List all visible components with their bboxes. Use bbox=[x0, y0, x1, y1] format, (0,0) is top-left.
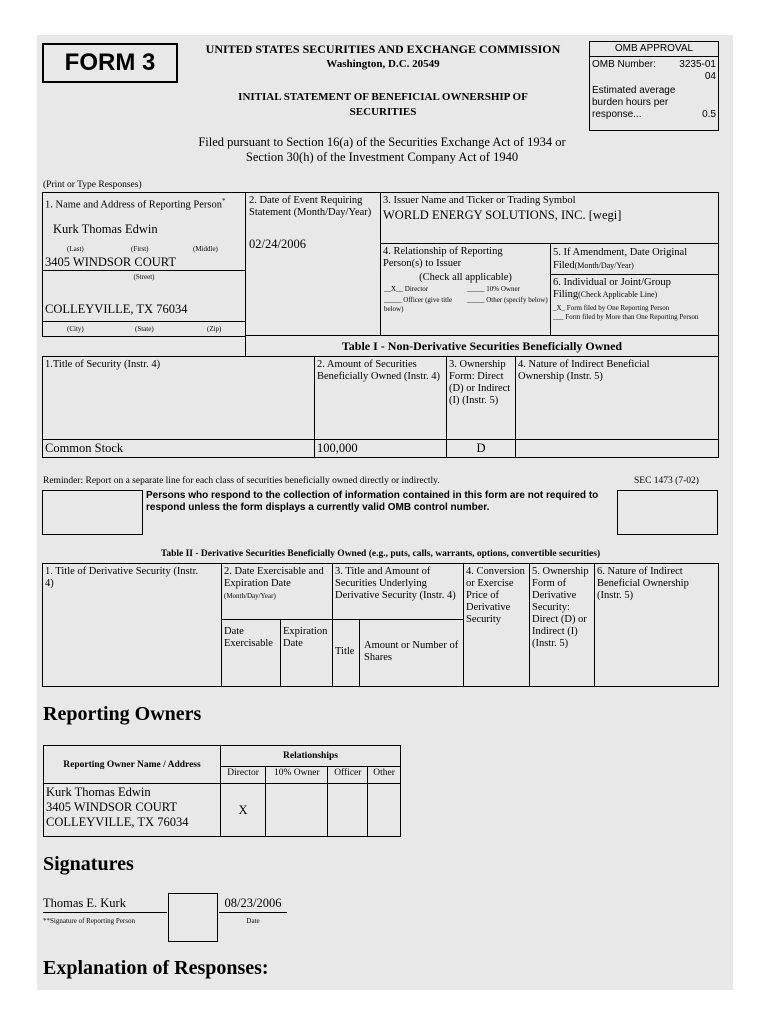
street-value: 3405 WINDSOR COURT bbox=[45, 255, 176, 269]
filed-pursuant-line2: Section 30(h) of the Investment Company Act of 1940 bbox=[245, 150, 519, 164]
omb-burden-value: 0.5 bbox=[702, 109, 716, 120]
event-date-value: 02/24/2006 bbox=[249, 237, 306, 251]
table2-title: Table II - Derivative Securities Beneficially Owned (e.g., puts, calls, warrants, options, convertible securities) bbox=[160, 549, 601, 559]
table2-col1-label: 1. Title of Derivative Security (Instr. 4) bbox=[45, 566, 199, 589]
reporting-owners-heading: Reporting Owners bbox=[43, 703, 202, 725]
print-note: (Print or Type Responses) bbox=[43, 180, 142, 190]
table1-col4-label: 4. Nature of Indirect Beneficial Ownership (Instr. 5) bbox=[518, 359, 650, 382]
table1-col2-label: 2. Amount of Securities Beneficially Owned (Instr. 4) bbox=[317, 359, 441, 382]
table2-col3-header bbox=[332, 563, 464, 620]
one-person-option: _X_ Form filed by One Reporting Person bbox=[553, 304, 670, 312]
sec-form-number: SEC 1473 (7-02) bbox=[634, 476, 699, 486]
director-option: __X__ Director bbox=[384, 285, 429, 293]
table2-col3-label: 3. Title and Amount of Securities Underlying Derivative Security (Instr. 4) bbox=[335, 566, 456, 601]
ten-percent-owner-header: 10% Owner bbox=[266, 767, 328, 784]
check-all-applicable: (Check all applicable) bbox=[419, 272, 512, 283]
table2-col3a-label: Title bbox=[335, 646, 355, 657]
signature-gap-box bbox=[168, 893, 218, 942]
signature-date: 08/23/2006 bbox=[219, 896, 287, 913]
table2-col2a-label: Date Exercisable bbox=[224, 626, 273, 649]
table1-col1-header bbox=[42, 356, 315, 440]
owner-city: COLLEYVILLE, TX 76034 bbox=[46, 815, 189, 829]
table2-col1-header bbox=[42, 563, 222, 687]
omb-number-label: OMB Number: bbox=[592, 59, 656, 70]
reminder-right-box bbox=[617, 490, 718, 535]
agency-location: Washington, D.C. 20549 bbox=[326, 58, 440, 70]
signature-label: **Signature of Reporting Person bbox=[43, 917, 135, 925]
reporting-person-name: Kurk Thomas Edwin bbox=[53, 222, 158, 236]
owner-name: Kurk Thomas Edwin bbox=[46, 785, 151, 799]
owner-name-header: Reporting Owner Name / Address bbox=[44, 746, 221, 784]
relationships-header: Relationships bbox=[221, 746, 401, 767]
omb-title: OMB APPROVAL bbox=[590, 42, 718, 57]
table2-col2-label: 2. Date Exercisable and Expiration Date bbox=[224, 566, 324, 589]
statement-line2: SECURITIES bbox=[349, 106, 417, 118]
ten-percent-owner-option: _____ 10% Owner bbox=[467, 285, 520, 293]
table1-col4-header bbox=[515, 356, 719, 440]
table1-title: Table I - Non-Derivative Securities Beneficially Owned bbox=[245, 335, 719, 357]
box5-sub: (Month/Day/Year) bbox=[574, 261, 634, 270]
table2-col6-label: 6. Nature of Indirect Beneficial Ownership (Instr. 5) bbox=[597, 566, 689, 601]
officer-option: _____ Officer (give title below) bbox=[384, 296, 453, 313]
table2-col4-label: 4. Conversion or Exercise Price of Derivative Security bbox=[466, 566, 525, 625]
other-header: Other bbox=[368, 767, 401, 784]
state-label: (State) bbox=[135, 325, 154, 333]
box3-label: 3. Issuer Name and Ticker or Trading Symbol bbox=[383, 195, 576, 206]
reminder-text: Reminder: Report on a separate line for each class of securities beneficially owned directly or indirectly. bbox=[43, 476, 440, 486]
event-date-box bbox=[245, 192, 381, 336]
table2-col2-sub: (Month/Day/Year) bbox=[224, 592, 276, 600]
table1-row-amount: 100,000 bbox=[314, 439, 447, 458]
more-persons-option: ___ Form filed by More than One Reporting Person bbox=[553, 313, 699, 321]
table1-col1-label: 1.Title of Security (Instr. 4) bbox=[45, 359, 161, 370]
signature-block bbox=[43, 893, 289, 943]
relationship-box bbox=[380, 243, 551, 336]
table2-col6-header bbox=[594, 563, 719, 687]
reporting-person-box bbox=[42, 192, 246, 337]
table2-col3a-header bbox=[332, 619, 360, 687]
table2-col2-header bbox=[221, 563, 333, 620]
street-label: (Street) bbox=[133, 273, 155, 281]
box5-label: 5. If Amendment, Date Original Filed bbox=[553, 247, 688, 271]
owner-director-mark: X bbox=[221, 784, 266, 837]
table-row bbox=[44, 784, 401, 837]
box6-sub: (Check Applicable Line) bbox=[578, 290, 658, 299]
table2-col3b-header bbox=[359, 619, 464, 687]
table2-col2b-header bbox=[280, 619, 333, 687]
city-value: COLLEYVILLE, TX 76034 bbox=[45, 302, 188, 316]
box4-label: 4. Relationship of Reporting Person(s) to Issuer bbox=[383, 246, 503, 269]
zip-label: (Zip) bbox=[207, 325, 222, 333]
box1-label: 1. Name and Address of Reporting Person bbox=[45, 199, 223, 211]
omb-approval-box bbox=[589, 41, 719, 131]
city-label: (City) bbox=[67, 325, 84, 333]
signature-name: Thomas E. Kurk bbox=[43, 896, 167, 913]
other-option: _____ Other (specify below) bbox=[467, 296, 548, 304]
middle-label: (Middle) bbox=[193, 245, 218, 253]
filing-type-box bbox=[550, 274, 719, 336]
table1-col3-label: 3. Ownership Form: Direct (D) or Indirect (I) (Instr. 5) bbox=[449, 359, 511, 406]
last-label: (Last) bbox=[67, 245, 84, 253]
owner-street: 3405 WINDSOR COURT bbox=[46, 800, 177, 814]
agency-name: UNITED STATES SECURITIES AND EXCHANGE COMMISSION bbox=[205, 42, 561, 56]
table1-row-form: D bbox=[446, 439, 516, 458]
reporting-owners-table bbox=[43, 745, 401, 837]
table1-row-security: Common Stock bbox=[42, 439, 315, 458]
omb-burden-label: Estimated average burden hours per response... bbox=[592, 85, 676, 120]
explanation-heading: Explanation of Responses: bbox=[43, 957, 269, 979]
table2-col2b-label: Expiration Date bbox=[283, 626, 328, 649]
amendment-box bbox=[550, 243, 719, 275]
officer-header: Officer bbox=[328, 767, 368, 784]
statement-line1: INITIAL STATEMENT OF BENEFICIAL OWNERSHIP OF bbox=[238, 91, 528, 103]
signatures-heading: Signatures bbox=[43, 853, 134, 875]
box6-label: 6. Individual or Joint/Group Filing bbox=[553, 277, 671, 300]
omb-notice: Persons who respond to the collection of information contained in this form are not required to respond unless the form displays a currently valid OMB control number. bbox=[146, 490, 599, 513]
issuer-box bbox=[380, 192, 719, 244]
signature-date-label: Date bbox=[246, 917, 260, 925]
issuer-value: WORLD ENERGY SOLUTIONS, INC. [wegi] bbox=[383, 208, 622, 222]
table1-row-nature bbox=[515, 439, 719, 458]
form-title: FORM 3 bbox=[42, 43, 178, 83]
omb-number-value: 3235-0104 bbox=[679, 59, 716, 82]
first-label: (First) bbox=[131, 245, 149, 253]
reminder-left-box bbox=[42, 490, 143, 535]
table2-col4-header bbox=[463, 563, 530, 687]
table2-col5-header bbox=[529, 563, 595, 687]
table1-col2-header bbox=[314, 356, 447, 440]
filed-pursuant-line1: Filed pursuant to Section 16(a) of the Securities Exchange Act of 1934 or bbox=[198, 135, 566, 149]
table2-col5-label: 5. Ownership Form of Derivative Security: Direct (D) or Indirect (I) (Instr. 5) bbox=[532, 566, 589, 649]
table1-col3-header bbox=[446, 356, 516, 440]
form-page bbox=[37, 35, 733, 990]
box2-label: 2. Date of Event Requiring Statement (Month/Day/Year) bbox=[249, 195, 372, 218]
box1-mark: * bbox=[222, 197, 226, 205]
table2-col2a-header bbox=[221, 619, 281, 687]
table2-col3b-label: Amount or Number of Shares bbox=[364, 640, 459, 663]
director-header: Director bbox=[221, 767, 266, 784]
